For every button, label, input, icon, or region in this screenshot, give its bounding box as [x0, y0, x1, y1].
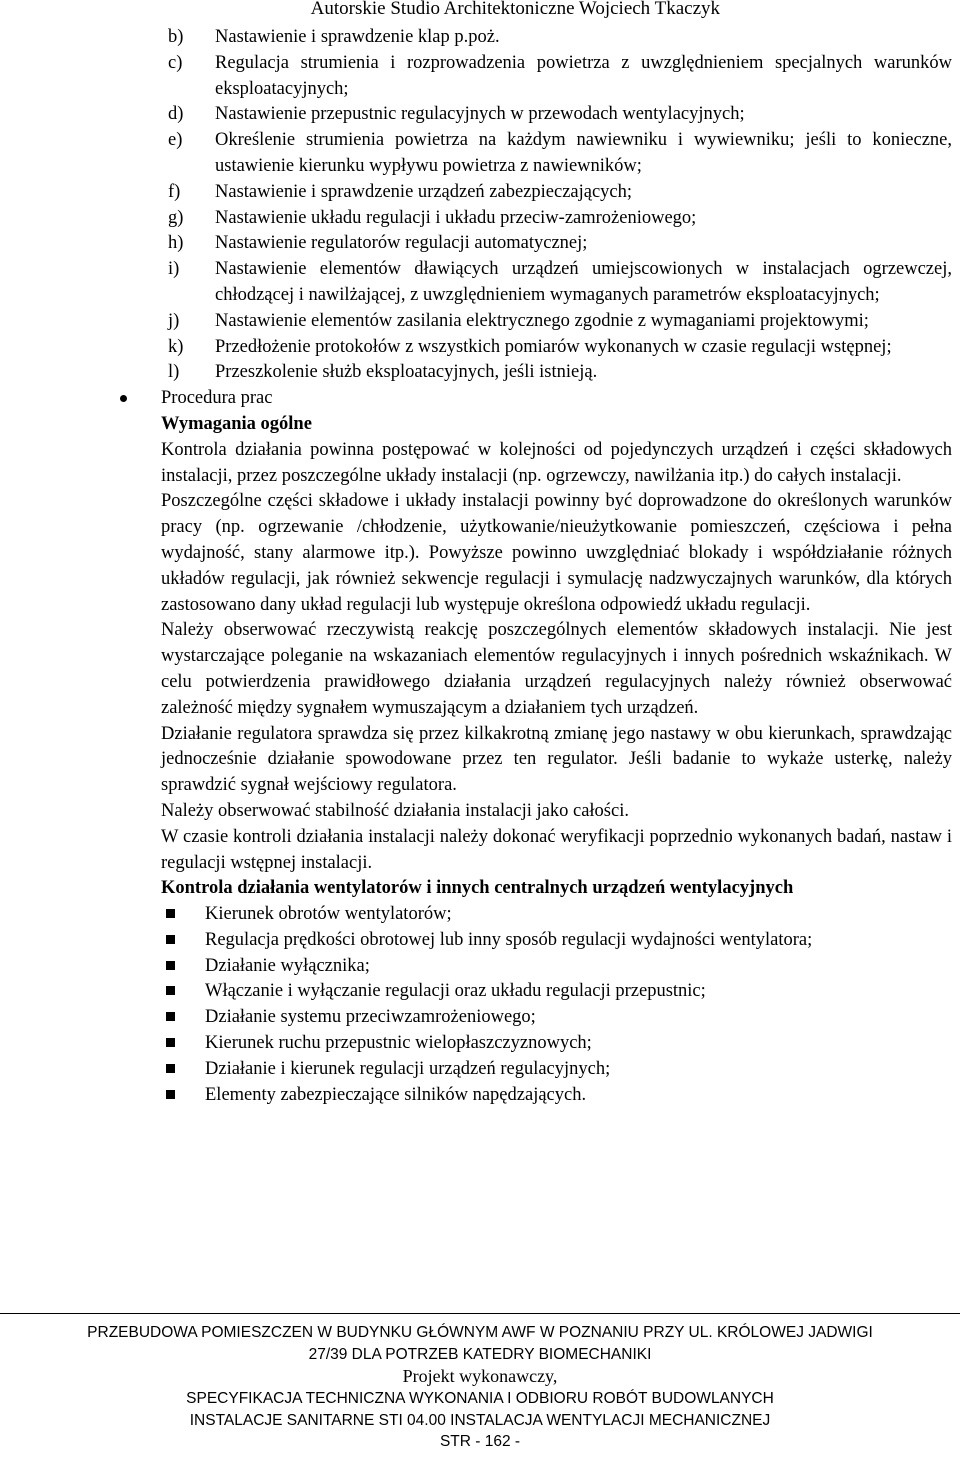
list-item-text: Przeszkolenie służb eksploatacyjnych, jeśli istnieją.: [215, 362, 598, 383]
list-item: [0, 309, 960, 335]
footer-spec-section: INSTALACJE SANITARNE STI 04.00 INSTALACJA WENTYLACJI MECHANICZNEJ: [189, 1411, 771, 1429]
square-bullet-icon: [166, 986, 175, 995]
footer-page-number: STR - 162 -: [439, 1433, 521, 1450]
list-item-text: Nastawienie i sprawdzenie urządzeń zabezpieczających;: [215, 181, 633, 202]
paragraph: Poszczególne części składowe i układy instalacji powinny być doprowadzone do określonych warunków pracy (np. ogrzewanie /chłodzenie, użytkowanie/nieużytkowanie pomieszczeń, częściowa i pełna wydajność, stany alarmowe itp.). Powyższe powinno uwzględniać blokady i współdziałanie różnych układów regulacji, jak również sekwencje regulacji i symulację nadzwyczajnych warunków, dla których zastosowano dany układ regulacji lub występuje określona odpowiedź układu regulacji.: [161, 491, 952, 615]
check-item: [0, 1083, 960, 1109]
list-item-label: d): [168, 104, 184, 125]
list-item-label: g): [168, 207, 184, 228]
check-item: [0, 979, 960, 1005]
check-item-text: Działanie systemu przeciwzamrożeniowego;: [205, 1007, 536, 1028]
footer-spec-title: SPECYFIKACJA TECHNICZNA WYKONANIA I ODBIORU ROBÓT BUDOWLANYCH: [186, 1390, 774, 1407]
list-item-label: k): [168, 336, 184, 357]
list-item-text: Regulacja strumienia i rozprowadzenia powietrza z uwzględnieniem specjalnych warunków eksploatacyjnych;: [215, 52, 952, 99]
list-item-label: l): [168, 362, 180, 383]
check-item-text: Działanie i kierunek regulacji urządzeń regulacyjnych;: [205, 1058, 611, 1079]
footer-project-line-1: PRZEBUDOWA POMIESZCZEN W BUDYNKU GŁÓWNYM AWF W POZNANIU PRZY UL. KRÓLOWEJ JADWIGI: [87, 1324, 873, 1341]
check-item-text: Regulacja prędkości obrotowej lub inny sposób regulacji wydajności wentylatora;: [205, 929, 813, 950]
check-item: [0, 1031, 960, 1057]
list-item-label: b): [168, 27, 184, 47]
settings-list: [0, 25, 960, 386]
list-item-label: e): [168, 130, 183, 151]
section-heading: Wymagania ogólne: [161, 413, 312, 434]
procedure-paragraphs: [0, 438, 960, 877]
list-item-label: f): [168, 181, 181, 202]
check-list: [0, 902, 960, 1108]
section-subheading: Kontrola działania wentylatorów i innych centralnych urządzeń wentylacyjnych: [161, 878, 794, 899]
check-item-text: Włączanie i wyłączanie regulacji oraz układu regulacji przepustnic;: [205, 981, 706, 1002]
square-bullet-icon: [166, 935, 175, 944]
procedure-title: Procedura prac: [161, 388, 273, 409]
list-item: [0, 25, 960, 51]
square-bullet-icon: [166, 1090, 175, 1099]
square-bullet-icon: [166, 1012, 175, 1021]
list-item-text: Nastawienie przepustnic regulacyjnych w przewodach wentylacyjnych;: [215, 104, 745, 125]
list-item: [0, 51, 960, 103]
procedure-bullet: [0, 386, 960, 412]
list-item: [0, 231, 960, 257]
check-item-text: Kierunek ruchu przepustnic wielopłaszczyznowych;: [205, 1033, 592, 1054]
square-bullet-icon: [166, 1064, 175, 1073]
footer-divider: [0, 1313, 960, 1314]
footer-project-line-2: 27/39 DLA POTRZEB KATEDRY BIOMECHANIKI: [308, 1345, 652, 1363]
header-title: Autorskie Studio Architektoniczne Wojciech Tkaczyk: [310, 0, 720, 19]
paragraph: Należy obserwować stabilność działania instalacji jako całości.: [161, 800, 629, 821]
list-item-label: i): [168, 259, 180, 280]
list-item-text: Nastawienie regulatorów regulacji automatycznej;: [215, 233, 588, 254]
paragraph: Działanie regulatora sprawdza się przez kilkakrotną zmianę jego nastawy w obu kierunkach, sprawdzając jednocześnie działanie spowodowane przez ten regulator. Jeśli badanie to wykaże usterkę, należy sprawdzić sygnał wejściowy regulatora.: [161, 723, 952, 796]
list-item-label: j): [168, 310, 180, 331]
check-item: [0, 1057, 960, 1083]
page-footer: [0, 1322, 960, 1453]
square-bullet-icon: [166, 1038, 175, 1047]
list-item-text: Nastawienie układu regulacji i układu przeciw-zamrożeniowego;: [215, 207, 697, 228]
list-item: [0, 206, 960, 232]
check-item: [0, 1005, 960, 1031]
paragraph: Kontrola działania powinna postępować w kolejności od pojedynczych urządzeń i części składowych instalacji, przez poszczególne układy instalacji (np. ogrzewczy, nawilżania itp.) do całych instalacji.: [161, 439, 952, 486]
bullet-dot-icon: [120, 395, 127, 402]
document-body: [0, 25, 960, 1108]
footer-doc-type: Projekt wykonawczy,: [402, 1366, 558, 1386]
list-item-text: Nastawienie elementów dławiących urządzeń umiejscowionych w instalacjach ogrzewczej, chłodzącej i nawilżającej, z uwzględnieniem wymaganych parametrów eksploatacyjnych;: [215, 259, 952, 305]
check-item: [0, 954, 960, 980]
square-bullet-icon: [166, 961, 175, 970]
paragraph: Należy obserwować rzeczywistą reakcję poszczególnych elementów składowych instalacji. Nie jest wystarczające poleganie na wskazaniach elementów regulacyjnych i innych pośrednich wskaźnikach. W celu potwierdzenia prawidłowego działania urządzeń regulacyjnych należy również obserwować zależność między sygnałem wymuszającym a działaniem tych urządzeń.: [161, 620, 952, 718]
square-bullet-icon: [166, 909, 175, 918]
paragraph: W czasie kontroli działania instalacji należy dokonać weryfikacji poprzednio wykonanych badań, nastaw i regulacji wstępnej instalacji.: [161, 826, 952, 873]
check-item: [0, 928, 960, 954]
list-item: [0, 180, 960, 206]
check-item-text: Elementy zabezpieczające silników napędzających.: [205, 1084, 587, 1105]
list-item: [0, 257, 960, 309]
list-item: [0, 335, 960, 361]
list-item-text: Nastawienie elementów zasilania elektrycznego zgodnie z wymaganiami projektowymi;: [215, 310, 869, 331]
list-item-text: Określenie strumienia powietrza na każdym nawiewniku i wywiewniku; jeśli to konieczne, ustawienie kierunku wypływu powietrza z nawiewników;: [215, 130, 952, 176]
list-item: [0, 360, 960, 386]
list-item-text: Przedłożenie protokołów z wszystkich pomiarów wykonanych w czasie regulacji wstępnej;: [215, 336, 892, 357]
list-item-label: h): [168, 233, 184, 254]
list-item: [0, 102, 960, 128]
list-item-text: Nastawienie i sprawdzenie klap p.poż.: [215, 27, 500, 47]
list-item-label: c): [168, 52, 183, 73]
check-item-text: Kierunek obrotów wentylatorów;: [205, 904, 452, 925]
check-item-text: Działanie wyłącznika;: [205, 955, 370, 976]
check-item: [0, 902, 960, 928]
list-item: [0, 128, 960, 180]
